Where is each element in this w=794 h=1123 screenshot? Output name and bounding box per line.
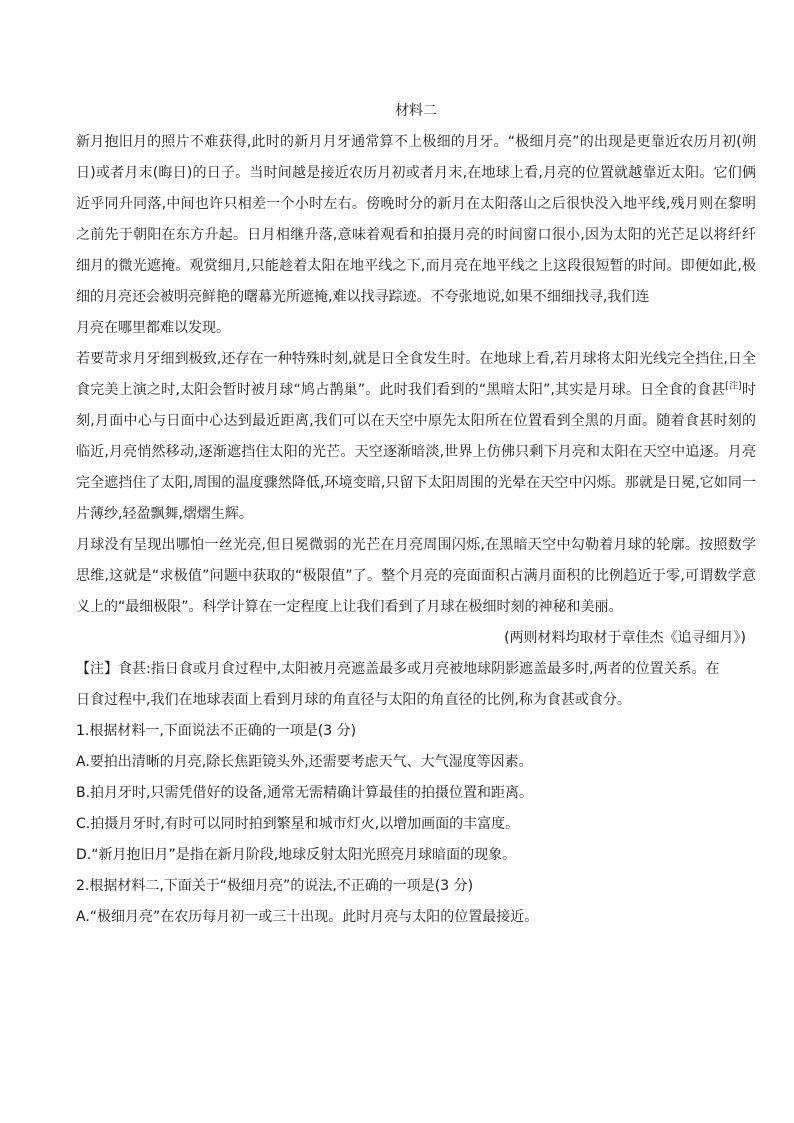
material-title: 材料二 (395, 103, 437, 119)
paragraph-3-part-2: 时刻,月面中心与日面中心达到最近距离,我们可以在天空中原先太阳所在位置看到全黑的月面。随着食甚时刻的临近,月亮悄然移动,逐渐遮挡住太阳的光芒。天空逐渐暗淡,世界上仿佛只剩下月亮和太阳在天空中追逐。月亮完全遮挡住了太阳,周围的温度骤然降低,环境变暗,只留下太阳周围的光晕在天空中闪烁。那就是日冕,它如同一片薄纱,轻盈飘舞,熠熠生辉。 (76, 382, 756, 522)
paragraph-3 (76, 344, 756, 530)
footnote-marker: [注] (725, 381, 742, 392)
paragraph-2: 月亮在哪里都难以发现。 (76, 320, 230, 336)
question-2-stem: 2.根据材料二,下面关于“极细月亮”的说法,不正确的一项是(3 分) (76, 878, 474, 894)
paragraph-3-part-1: 若要苛求月牙细到极致,还存在一种特殊时刻,就是日全食发生时。在地球上看,若月球将太阳光线完全挡住,日全食完美上演之时,太阳会暂时被月球“鸠占鹊巢”。此时我们看到的“黑暗太阳”,其实是月球。日全食的食甚 (76, 351, 756, 398)
source-citation: (两则材料均取材于章佳杰《追寻细月》) (504, 630, 746, 646)
paragraph-4: 月球没有呈现出哪怕一丝光亮,但日冕微弱的光芒在月亮周围闪烁,在黑暗天空中勾勒着月球的轮廓。按照数学思维,这就是“求极值”问题中获取的“极限值”了。整个月亮的亮面面积占满月面积的比例趋近于零,可谓数学意义上的“最细极限”。科学计算在一定程度上让我们看到了月球在极细时刻的神秘和美丽。 (76, 537, 756, 615)
note-text: 食甚:指日食或月食过程中,太阳被月亮遮盖最多或月亮被地球阴影遮盖最多时,两者的位置关系。在 (118, 661, 720, 677)
question-1-option-d: D.“新月抱旧月”是指在新月阶段,地球反射太阳光照亮月球暗面的现象。 (76, 847, 517, 863)
note (76, 654, 756, 685)
note-continued: 日食过程中,我们在地球表面上看到月球的角直径与太阳的角直径的比例,称为食甚或食分。 (76, 692, 631, 708)
question-1-option-b: B.拍月牙时,只需凭借好的设备,通常无需精确计算最佳的拍摄位置和距离。 (76, 785, 533, 801)
document-page (76, 96, 756, 933)
question-1-option-c: C.拍摄月牙时,有时可以同时拍到繁星和城市灯火,以增加画面的丰富度。 (76, 816, 520, 832)
note-label: 【注】 (76, 661, 118, 677)
question-2-option-a: A.“极细月亮”在农历每月初一或三十出现。此时月亮与太阳的位置最接近。 (76, 909, 539, 925)
question-1-option-a: A.要拍出清晰的月亮,除长焦距镜头外,还需要考虑天气、大气湿度等因素。 (76, 754, 533, 770)
question-1-stem: 1.根据材料一,下面说法不正确的一项是(3 分) (76, 723, 357, 739)
paragraph-1: 新月抱旧月的照片不难获得,此时的新月月牙通常算不上极细的月牙。“极细月亮”的出现是更靠近农历月初(朔日)或者月末(晦日)的日子。当时间越是接近农历月初或者月末,在地球上看,月亮的位置就越靠近太阳。它们俩近乎同升同落,中间也许只相差一个小时左右。傍晚时分的新月在太阳落山之后很快没入地平线,残月则在黎明之前先于朝阳在东方升起。日月相继升落,意味着观看和拍摄月亮的时间窗口很小,因为太阳的光芒足以将纤纤细月的微光遮掩。观赏细月,只能趁着太阳在地平线之下,而月亮在地平线之上这段很短暂的时间。即便如此,极细的月亮还会被明亮鲜艳的曙幕光所遮掩,难以找寻踪迹。不夸张地说,如果不细细找寻,我们连 (76, 134, 756, 305)
